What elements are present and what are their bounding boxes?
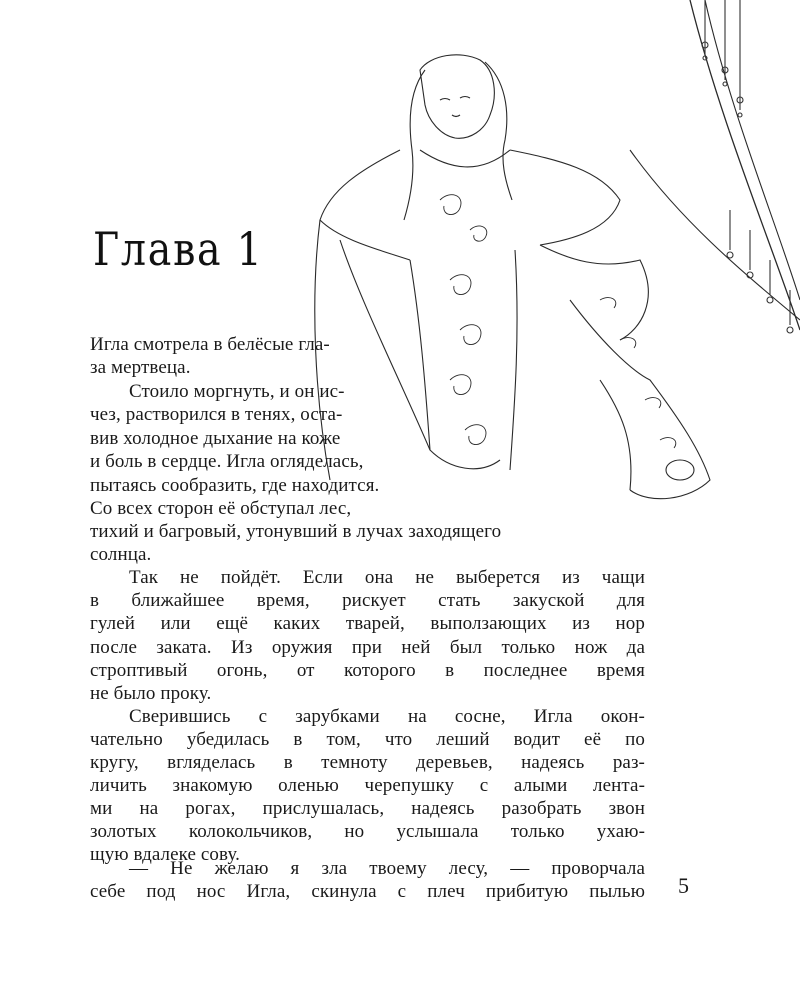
figure-illustration [300, 0, 800, 520]
text-line: щую вдалеке сову. [90, 844, 240, 865]
text-line: золотых колокольчиков, но услышала только ухаю- [90, 821, 645, 842]
text-line: Стоило моргнуть, и он ис- [129, 381, 345, 402]
text-line: строптивый огонь, от которого в последнее время [90, 660, 645, 681]
figure-torso [315, 150, 620, 480]
text-line: ми на рогах, прислушалась, надеясь разобрать звон [90, 798, 645, 819]
text-line: кругу, вгляделась в темноту деревьев, надеясь раз- [90, 752, 645, 773]
text-line: в ближайшее время, рискует стать закуской для [90, 590, 645, 611]
curtain-drape [690, 0, 800, 330]
text-line: солнца. [90, 544, 152, 565]
text-line: чательно убедилась в том, что леший водит её по [90, 729, 645, 750]
text-line: чез, растворился в тенях, оста- [90, 404, 343, 425]
figure-leg [540, 245, 710, 499]
text-line: не было проку. [90, 683, 212, 704]
text-line: себе под нос Игла, скинула с плеч прибитую пылью [90, 881, 645, 902]
text-line: Сверившись с зарубками на сосне, Игла окон- [129, 706, 645, 727]
text-line: Игла смотрела в белёсые гла- [90, 334, 330, 355]
hanging-ornaments [702, 0, 793, 333]
chapter-title: Глава 1 [93, 222, 264, 276]
text-line: после заката. Из оружия при ней был только нож да [90, 637, 645, 658]
text-line: гулей или ещё каких тварей, выползающих из нор [90, 613, 645, 634]
text-line: Со всех сторон её обступал лес, [90, 498, 352, 519]
figure-head [404, 55, 512, 220]
page-number: 5 [678, 873, 689, 898]
text-line: и боль в сердце. Игла огляделась, [90, 451, 364, 472]
text-line: вив холодное дыхание на коже [90, 428, 341, 449]
text-line: пытаясь сообразить, где находится. [90, 475, 380, 496]
text-line: Так не пойдёт. Если она не выберется из чащи [129, 567, 645, 588]
text-line: за мертвеца. [90, 357, 191, 378]
text-line: личить знакомую оленью черепушку с алыми лента- [90, 775, 645, 796]
text-line: тихий и багровый, утонувший в лучах заходящего [90, 521, 502, 542]
text-line: — Не желаю я зла твоему лесу, — проворчала [129, 858, 645, 879]
